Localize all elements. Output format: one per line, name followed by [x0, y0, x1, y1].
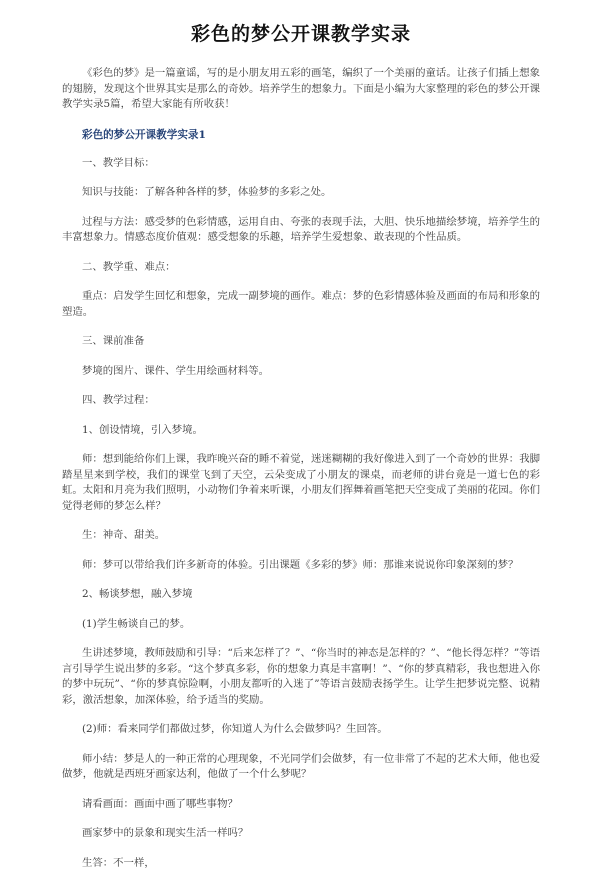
intro-paragraph: 《彩色的梦》是一篇童谣，写的是小朋友用五彩的画笔，编织了一个美丽的童话。让孩子们插上想象的翅膀，发现这个世界其实是那么的奇妙。培养学生的想象力。下面是小编为大家整理的彩色的梦公开课教学实录5篇，希望大家能有所收获！	[62, 66, 540, 113]
paragraph: 师：梦可以带给我们许多新奇的体验。引出课题《多彩的梦》师：那谁来说说你印象深刻的梦？	[62, 558, 540, 574]
paragraph: 知识与技能：了解各种各样的梦，体验梦的多彩之处。	[62, 185, 540, 201]
paragraph: 过程与方法：感受梦的色彩情感，运用自由、夸张的表现手法，大胆、快乐地描绘梦境，培养学生的丰富想象力。情感态度价值观：感受想象的乐趣，培养学生爱想象、敢表现的个性品质。	[62, 215, 540, 246]
paragraph: 生：神奇、甜美。	[62, 528, 540, 544]
paragraph: 1、创设情境，引入梦境。	[62, 423, 540, 439]
page-title: 彩色的梦公开课教学实录	[62, 0, 540, 66]
section-title: 彩色的梦公开课教学实录1	[62, 127, 540, 142]
paragraph: 一、教学目标：	[62, 156, 540, 172]
paragraph: 师：想到能给你们上课，我昨晚兴奋的睡不着觉，迷迷糊糊的我好像进入到了一个奇妙的世界：我脚踏星星来到学校，我们的课堂飞到了天空，云朵变成了小朋友的课桌，而老师的讲台竟是一道七色的彩虹。太阳和月亮为我们照明，小动物们争着来听课，小朋友们挥舞着画笔把天空变成了美丽的花园。你们觉得老师的梦怎么样？	[62, 452, 540, 514]
paragraph: 师小结：梦是人的一种正常的心理现象，不光同学们会做梦，有一位非常了不起的艺术大师，他也爱做梦，他就是西班牙画家达利，他做了一个什么梦呢？	[62, 752, 540, 783]
paragraph: 梦境的图片、课件、学生用绘画材料等。	[62, 364, 540, 380]
paragraph: 2、畅谈梦想，融入梦境	[62, 587, 540, 603]
paragraph: 二、教学重、难点：	[62, 260, 540, 276]
paragraph: (1)学生畅谈自己的梦。	[62, 617, 540, 633]
paragraph: 重点：启发学生回忆和想象，完成一副梦境的画作。难点：梦的色彩情感体验及画面的布局和形象的塑造。	[62, 289, 540, 320]
paragraph: 生讲述梦境，教师鼓励和引导：“后来怎样了？”、“你当时的神态是怎样的？”、“他长得怎样？”等语言引导学生说出梦的多彩。“这个梦真多彩，你的想象力真是丰富啊！”、“你的梦真精彩，我也想进入你的梦中玩玩”、“你的梦真惊险啊，小朋友都听的入迷了”等语言鼓励表扬学生。让学生把梦说完整、说精彩，激活想象，加深体验，给予适当的奖励。	[62, 646, 540, 708]
paragraph: (2)师：看来同学们都做过梦，你知道人为什么会做梦吗？生回答。	[62, 722, 540, 738]
paragraph: 画家梦中的景象和现实生活一样吗？	[62, 826, 540, 842]
paragraph: 生答：不一样，	[62, 856, 540, 871]
paragraph: 请看画面：画面中画了哪些事物？	[62, 797, 540, 813]
paragraph: 四、教学过程：	[62, 393, 540, 409]
paragraph: 三、课前准备	[62, 334, 540, 350]
